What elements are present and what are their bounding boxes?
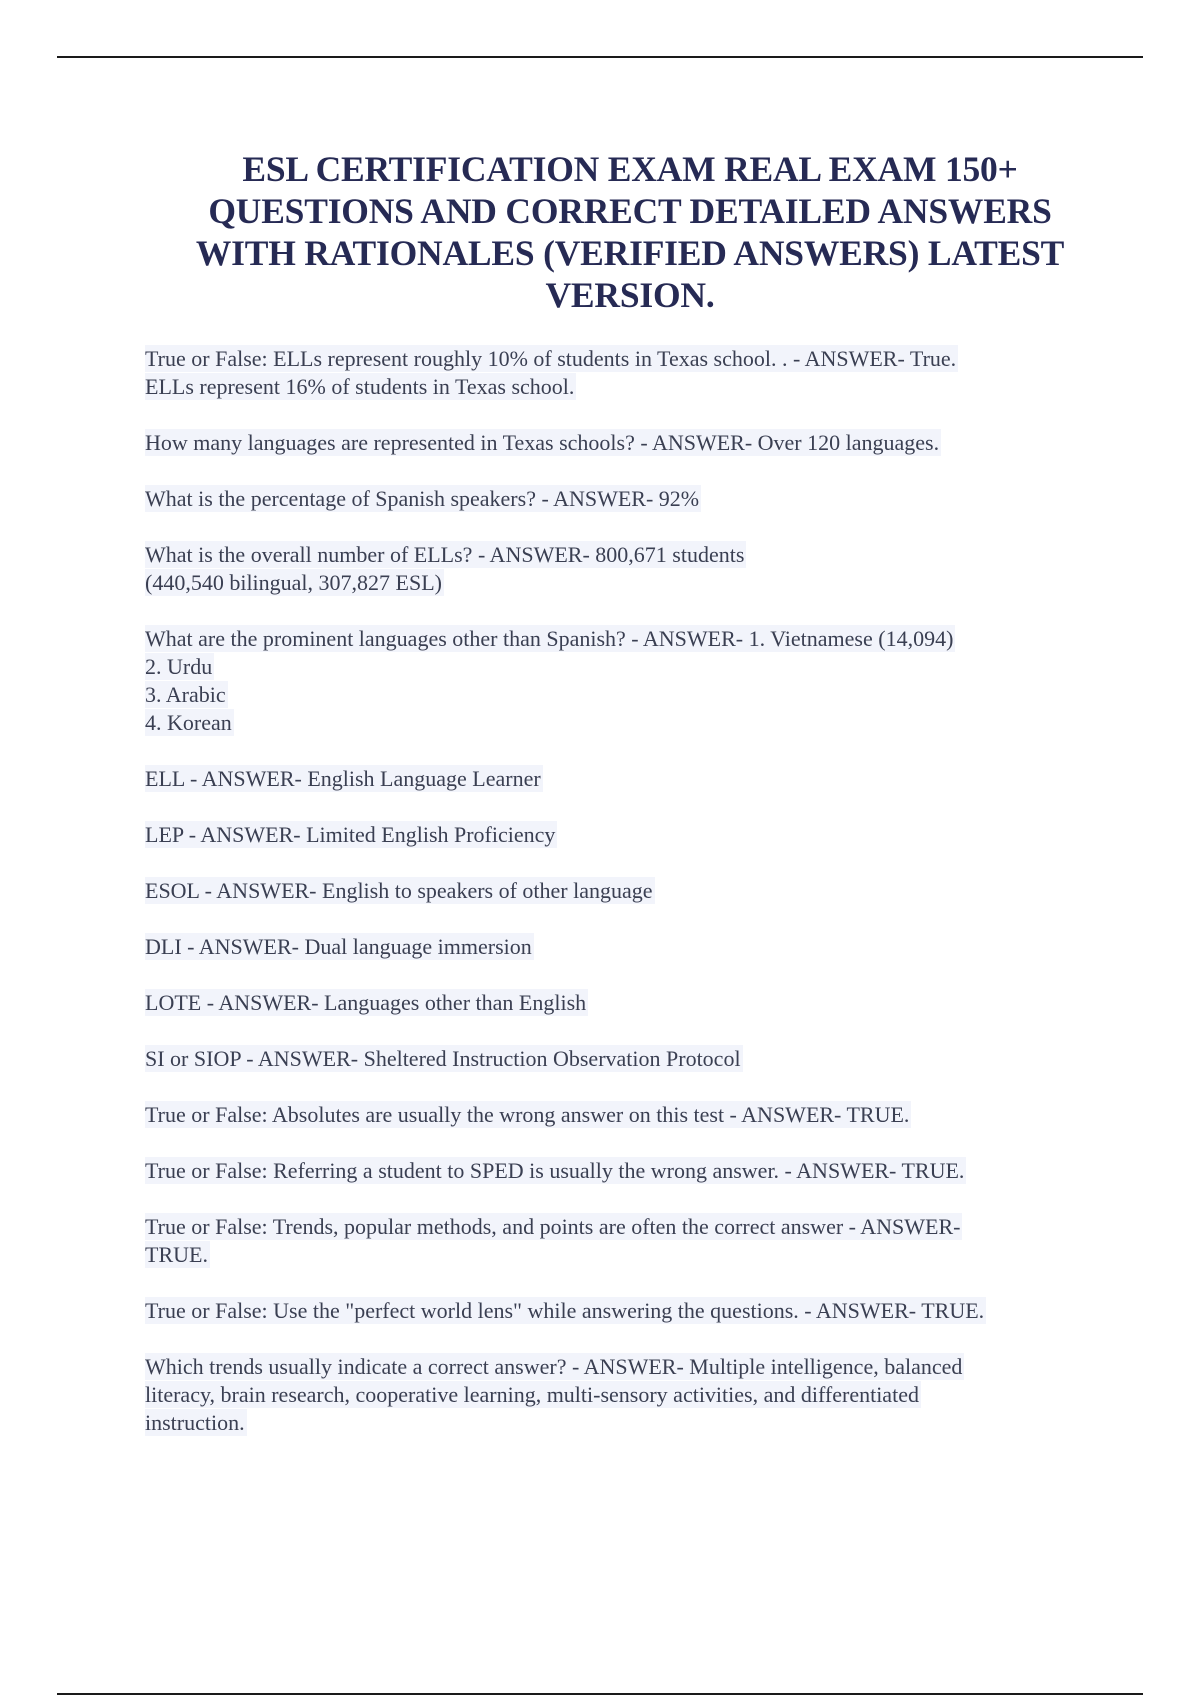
title-line: WITH RATIONALES (VERIFIED ANSWERS) LATEST xyxy=(195,233,1065,273)
qa-line: literacy, brain research, cooperative learning, multi-sensory activities, and differentiated xyxy=(145,1382,919,1407)
qa-item xyxy=(145,485,1105,513)
qa-line: True or False: ELLs represent roughly 10% of students in Texas school. . - ANSWER- True. xyxy=(145,346,957,371)
qa-item xyxy=(145,1101,1105,1129)
title-line: VERSION. xyxy=(545,275,715,315)
qa-line: SI or SIOP - ANSWER- Sheltered Instruction Observation Protocol xyxy=(145,1046,741,1071)
qa-item xyxy=(145,625,1105,737)
qa-line: What is the overall number of ELLs? - ANSWER- 800,671 students xyxy=(145,542,745,567)
bottom-horizontal-rule xyxy=(57,1693,1143,1695)
document-title xyxy=(130,148,1130,316)
qa-item xyxy=(145,1353,1105,1437)
qa-item xyxy=(145,1045,1105,1073)
qa-line: True or False: Referring a student to SPED is usually the wrong answer. - ANSWER- TRUE. xyxy=(145,1158,965,1183)
qa-line: True or False: Trends, popular methods, and points are often the correct answer - ANSWER- xyxy=(145,1214,961,1239)
qa-line: How many languages are represented in Texas schools? - ANSWER- Over 120 languages. xyxy=(145,430,940,455)
qa-line: (440,540 bilingual, 307,827 ESL) xyxy=(145,570,442,595)
qa-item xyxy=(145,1213,1105,1269)
qa-line: Which trends usually indicate a correct answer? - ANSWER- Multiple intelligence, balanced xyxy=(145,1354,963,1379)
qa-item xyxy=(145,821,1105,849)
qa-item xyxy=(145,429,1105,457)
qa-line: ESOL - ANSWER- English to speakers of other language xyxy=(145,878,653,903)
qa-line: True or False: Use the "perfect world lens" while answering the questions. - ANSWER- TRUE. xyxy=(145,1298,985,1323)
qa-item xyxy=(145,933,1105,961)
qa-line: LEP - ANSWER- Limited English Proficiency xyxy=(145,822,556,847)
qa-item xyxy=(145,877,1105,905)
qa-item xyxy=(145,765,1105,793)
qa-line: True or False: Absolutes are usually the wrong answer on this test - ANSWER- TRUE. xyxy=(145,1102,910,1127)
qa-item xyxy=(145,345,1105,401)
qa-line: instruction. xyxy=(145,1410,245,1435)
qa-line: What are the prominent languages other than Spanish? - ANSWER- 1. Vietnamese (14,094) xyxy=(145,626,954,651)
qa-item xyxy=(145,989,1105,1017)
qa-line: What is the percentage of Spanish speakers? - ANSWER- 92% xyxy=(145,486,700,511)
top-horizontal-rule xyxy=(57,56,1143,58)
qa-line: 3. Arabic xyxy=(145,682,226,707)
title-line: ESL CERTIFICATION EXAM REAL EXAM 150+ xyxy=(242,149,1018,189)
title-line: QUESTIONS AND CORRECT DETAILED ANSWERS xyxy=(208,191,1052,231)
qa-item xyxy=(145,1297,1105,1325)
qa-line: LOTE - ANSWER- Languages other than English xyxy=(145,990,587,1015)
qa-line: TRUE. xyxy=(145,1242,208,1267)
qa-item xyxy=(145,541,1105,597)
qa-list xyxy=(145,345,1105,1465)
qa-line: ELLs represent 16% of students in Texas school. xyxy=(145,374,575,399)
qa-line: 4. Korean xyxy=(145,710,232,735)
qa-item xyxy=(145,1157,1105,1185)
qa-line: DLI - ANSWER- Dual language immersion xyxy=(145,934,532,959)
qa-line: ELL - ANSWER- English Language Learner xyxy=(145,766,541,791)
qa-line: 2. Urdu xyxy=(145,654,213,679)
